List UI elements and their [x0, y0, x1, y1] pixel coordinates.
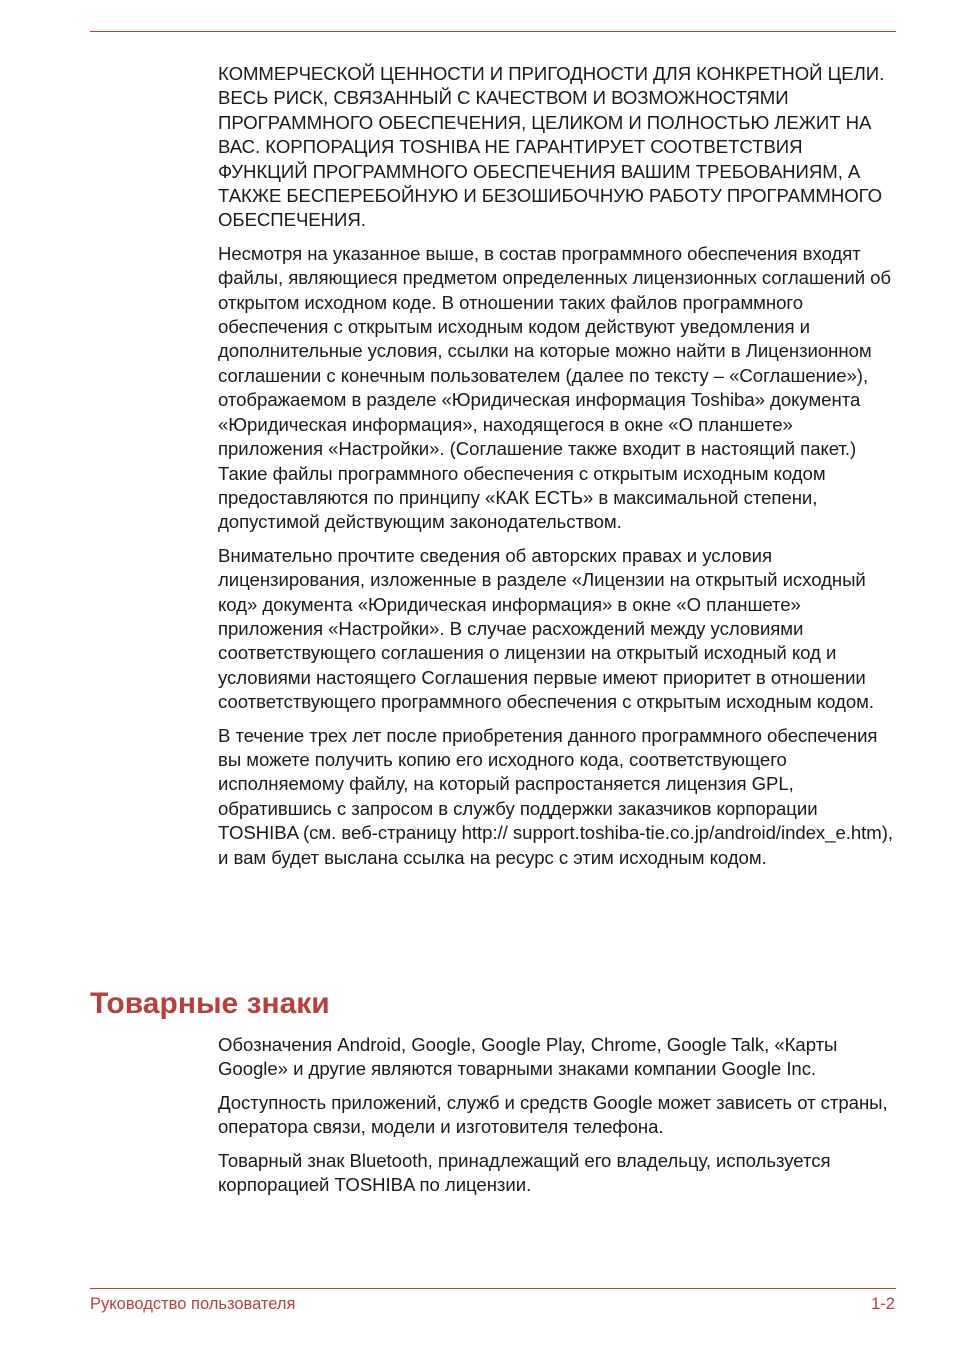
main-text [218, 62, 894, 879]
paragraph-gpl-source: В течение трех лет после приобретения данного программного обеспечения вы можете получить копию его исходного кода, соответствующего исполняемому файлу, на который распростаняется лицензия GPL, обратившись с запросом в службу поддержки заказчиков корпорации TOSHIBA (см. веб-страницу http:// support.toshiba-tie.co.jp/android/index_e.htm), и вам будет выслана ссылка на ресурс с этим исходным кодом. [218, 724, 893, 868]
paragraph-open-source-files: Несмотря на указанное выше, в состав программного обеспечения входят файлы, являющиеся предметом определенных лицензионных соглашений об открытом исходном коде. В отношении таких файлов программного обеспечения с открытым исходным кодом действуют уведомления и дополнительные условия, ссылки на которые можно найти в Лицензионном соглашении с конечным пользователем (далее по тексту – «Соглашение»), отображаемом в разделе «Юридическая информация Toshiba» документа «Юридическая информация», находящегося в окне «О планшете» приложения «Настройки». (Соглашение также входит в настоящий пакет.) Такие файлы программного обеспечения с открытым исходным кодом предоставляются по принципу «КАК ЕСТЬ» в максимальной степени, допустимой действующим законодательством. [218, 242, 892, 533]
footer-page-number: 1-2 [871, 1295, 895, 1313]
footer-rule [90, 1288, 896, 1289]
section-title-trademarks: Товарные знаки [90, 987, 330, 1020]
header-rule [90, 31, 896, 32]
paragraph-license-terms: Внимательно прочтите сведения об авторских правах и условия лицензирования, изложенные в разделе «Лицензии на открытый исходный код» документа «Юридическая информация» в окне «О планшете» приложения «Настройки». В случае расхождений между условиями соответствующего соглашения о лицензии на открытый исходный код и условиями настоящего Соглашения первые имеют приоритет в отношении соответствующего программного обеспечения с открытым исходным кодом. [218, 544, 874, 713]
trademarks-text [218, 1033, 894, 1206]
paragraph-google-availability: Доступность приложений, служб и средств Google может зависеть от страны, оператора связи, модели и изготовителя телефона. [218, 1091, 888, 1138]
paragraph-warranty: КОММЕРЧЕСКОЙ ЦЕННОСТИ И ПРИГОДНОСТИ ДЛЯ КОНКРЕТНОЙ ЦЕЛИ. ВЕСЬ РИСК, СВЯЗАННЫЙ С КАЧЕСТВОМ И ВОЗМОЖНОСТЯМИ ПРОГРАММНОГО ОБЕСПЕЧЕНИЯ, ЦЕЛИКОМ И ПОЛНОСТЬЮ ЛЕЖИТ НА ВАС. КОРПОРАЦИЯ TOSHIBA НЕ ГАРАНТИРУЕТ СООТВЕТСТВИЯ ФУНКЦИЙ ПРОГРАММНОГО ОБЕСПЕЧЕНИЯ ВАШИМ ТРЕБОВАНИЯМ, А ТАКЖЕ БЕСПЕРЕБОЙНУЮ И БЕЗОШИБОЧНУЮ РАБОТУ ПРОГРАММНОГО ОБЕСПЕЧЕНИЯ. [218, 63, 885, 231]
paragraph-bluetooth-trademark: Товарный знак Bluetooth, принадлежащий его владельцу, используется корпорацией TOSHIBA по лицензии. [218, 1149, 831, 1196]
paragraph-google-trademarks: Обозначения Android, Google, Google Play, Chrome, Google Talk, «Карты Google» и другие являются товарными знаками компании Google Inc. [218, 1034, 838, 1080]
footer-document-title: Руководство пользователя [90, 1295, 296, 1313]
